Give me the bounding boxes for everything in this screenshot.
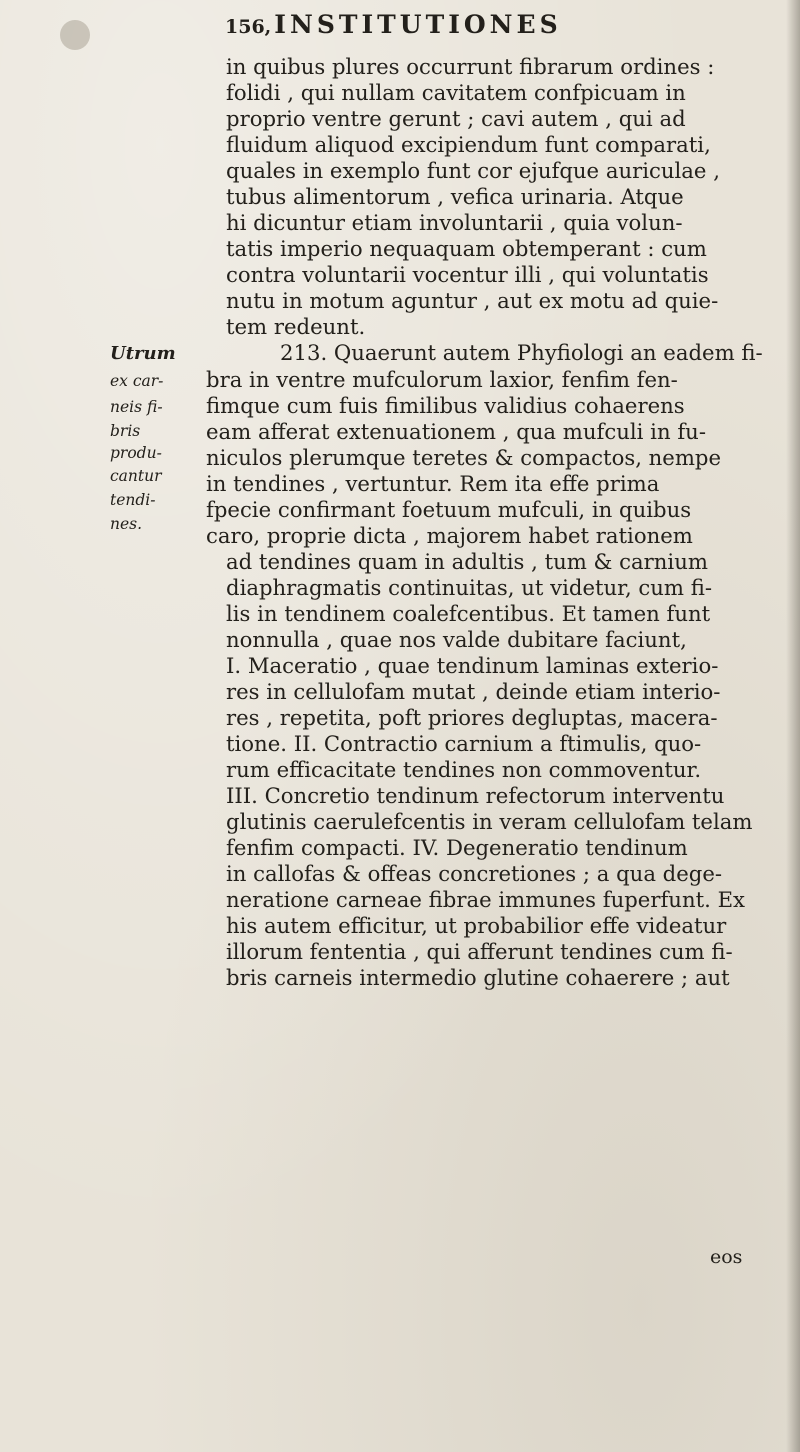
text-line: fenfim compacti. IV. Degeneratio tendinum [226, 835, 688, 860]
text-line: fpecie confirmant foetuum mufculi, in quibus [206, 497, 692, 522]
text-line: tatis imperio nequaquam obtemperant : cum [226, 236, 707, 261]
text-line: III. Concretio tendinum refectorum interventu [226, 783, 725, 808]
text-line: his autem efficitur, ut probabilior effe videatur [226, 913, 727, 938]
text-line: res in cellulofam mutat , deinde etiam interio- [226, 679, 721, 704]
text-line: tione. II. Contractio carnium a ftimulis, quo- [226, 731, 702, 756]
running-header [225, 10, 562, 39]
text-line: neratione carneae fibrae immunes fuperfunt. Ex [226, 887, 746, 912]
text-line: bris carneis intermedio glutine cohaerere ; aut [226, 965, 730, 990]
section-213-start: 213. Quaerunt autem Phyfiologi an eadem fi- [280, 340, 763, 365]
text-line: tubus alimentorum , vefica urinaria. Atque [226, 184, 684, 209]
page-stain [60, 20, 90, 50]
text-line: ad tendines quam in adultis , tum & carnium [226, 549, 708, 574]
margin-note-line: produ- [110, 444, 162, 462]
margin-note-line: tendi- [110, 491, 156, 509]
page-edge-shadow [786, 0, 800, 1452]
text-line: hi dicuntur etiam involuntarii , quia volun- [226, 210, 683, 235]
margin-note-line: neis fi- [110, 398, 163, 416]
text-line: quales in exemplo funt cor ejufque auriculae , [226, 158, 720, 183]
text-line: contra voluntarii vocentur illi , qui voluntatis [226, 262, 709, 287]
text-line: bra in ventre mufculorum laxior, fenfim fen- [206, 367, 678, 392]
text-line: lis in tendinem coalefcentibus. Et tamen funt [226, 601, 711, 626]
margin-note-line: nes. [110, 515, 143, 533]
margin-note-head: Utrum [110, 343, 176, 364]
margin-note-line: bris [110, 422, 141, 440]
margin-note-line: cantur [110, 467, 162, 485]
catchword: eos [710, 1246, 743, 1268]
text-line: proprio ventre gerunt ; cavi autem , qui ad [226, 106, 686, 131]
text-line: rum efficacitate tendines non commoventur. [226, 757, 702, 782]
running-title: INSTITUTIONES [274, 10, 562, 39]
text-line: caro, proprie dicta , majorem habet rationem [206, 523, 693, 548]
page-number: 156, [225, 16, 272, 38]
text-line: folidi , qui nullam cavitatem confpicuam in [226, 80, 686, 105]
text-line: niculos plerumque teretes & compactos, nempe [206, 445, 722, 470]
text-line: res , repetita, poft priores degluptas, macera- [226, 705, 718, 730]
text-line: fimque cum fuis fimilibus validius cohaerens [206, 393, 685, 418]
text-line: in callofas & offeas concretiones ; a qua dege- [226, 861, 723, 886]
margin-note-line: ex car- [110, 372, 164, 390]
text-line: nonnulla , quae nos valde dubitare faciunt, [226, 627, 687, 652]
text-line: tem redeunt. [226, 314, 366, 339]
text-line: glutinis caerulefcentis in veram cellulofam telam [226, 809, 753, 834]
text-line: eam afferat extenuationem , qua mufculi in fu- [206, 419, 706, 444]
text-line: diaphragmatis continuitas, ut videtur, cum fi- [226, 575, 713, 600]
text-line: in quibus plures occurrunt fibrarum ordines : [226, 54, 715, 79]
text-line: in tendines , vertuntur. Rem ita effe prima [206, 471, 660, 496]
text-line: fluidum aliquod excipiendum funt comparati, [226, 132, 711, 157]
text-line: illorum fententia , qui afferunt tendines cum fi- [226, 939, 733, 964]
text-line: I. Maceratio , quae tendinum laminas exterio- [226, 653, 719, 678]
text-line: nutu in motum aguntur , aut ex motu ad quie- [226, 288, 719, 313]
